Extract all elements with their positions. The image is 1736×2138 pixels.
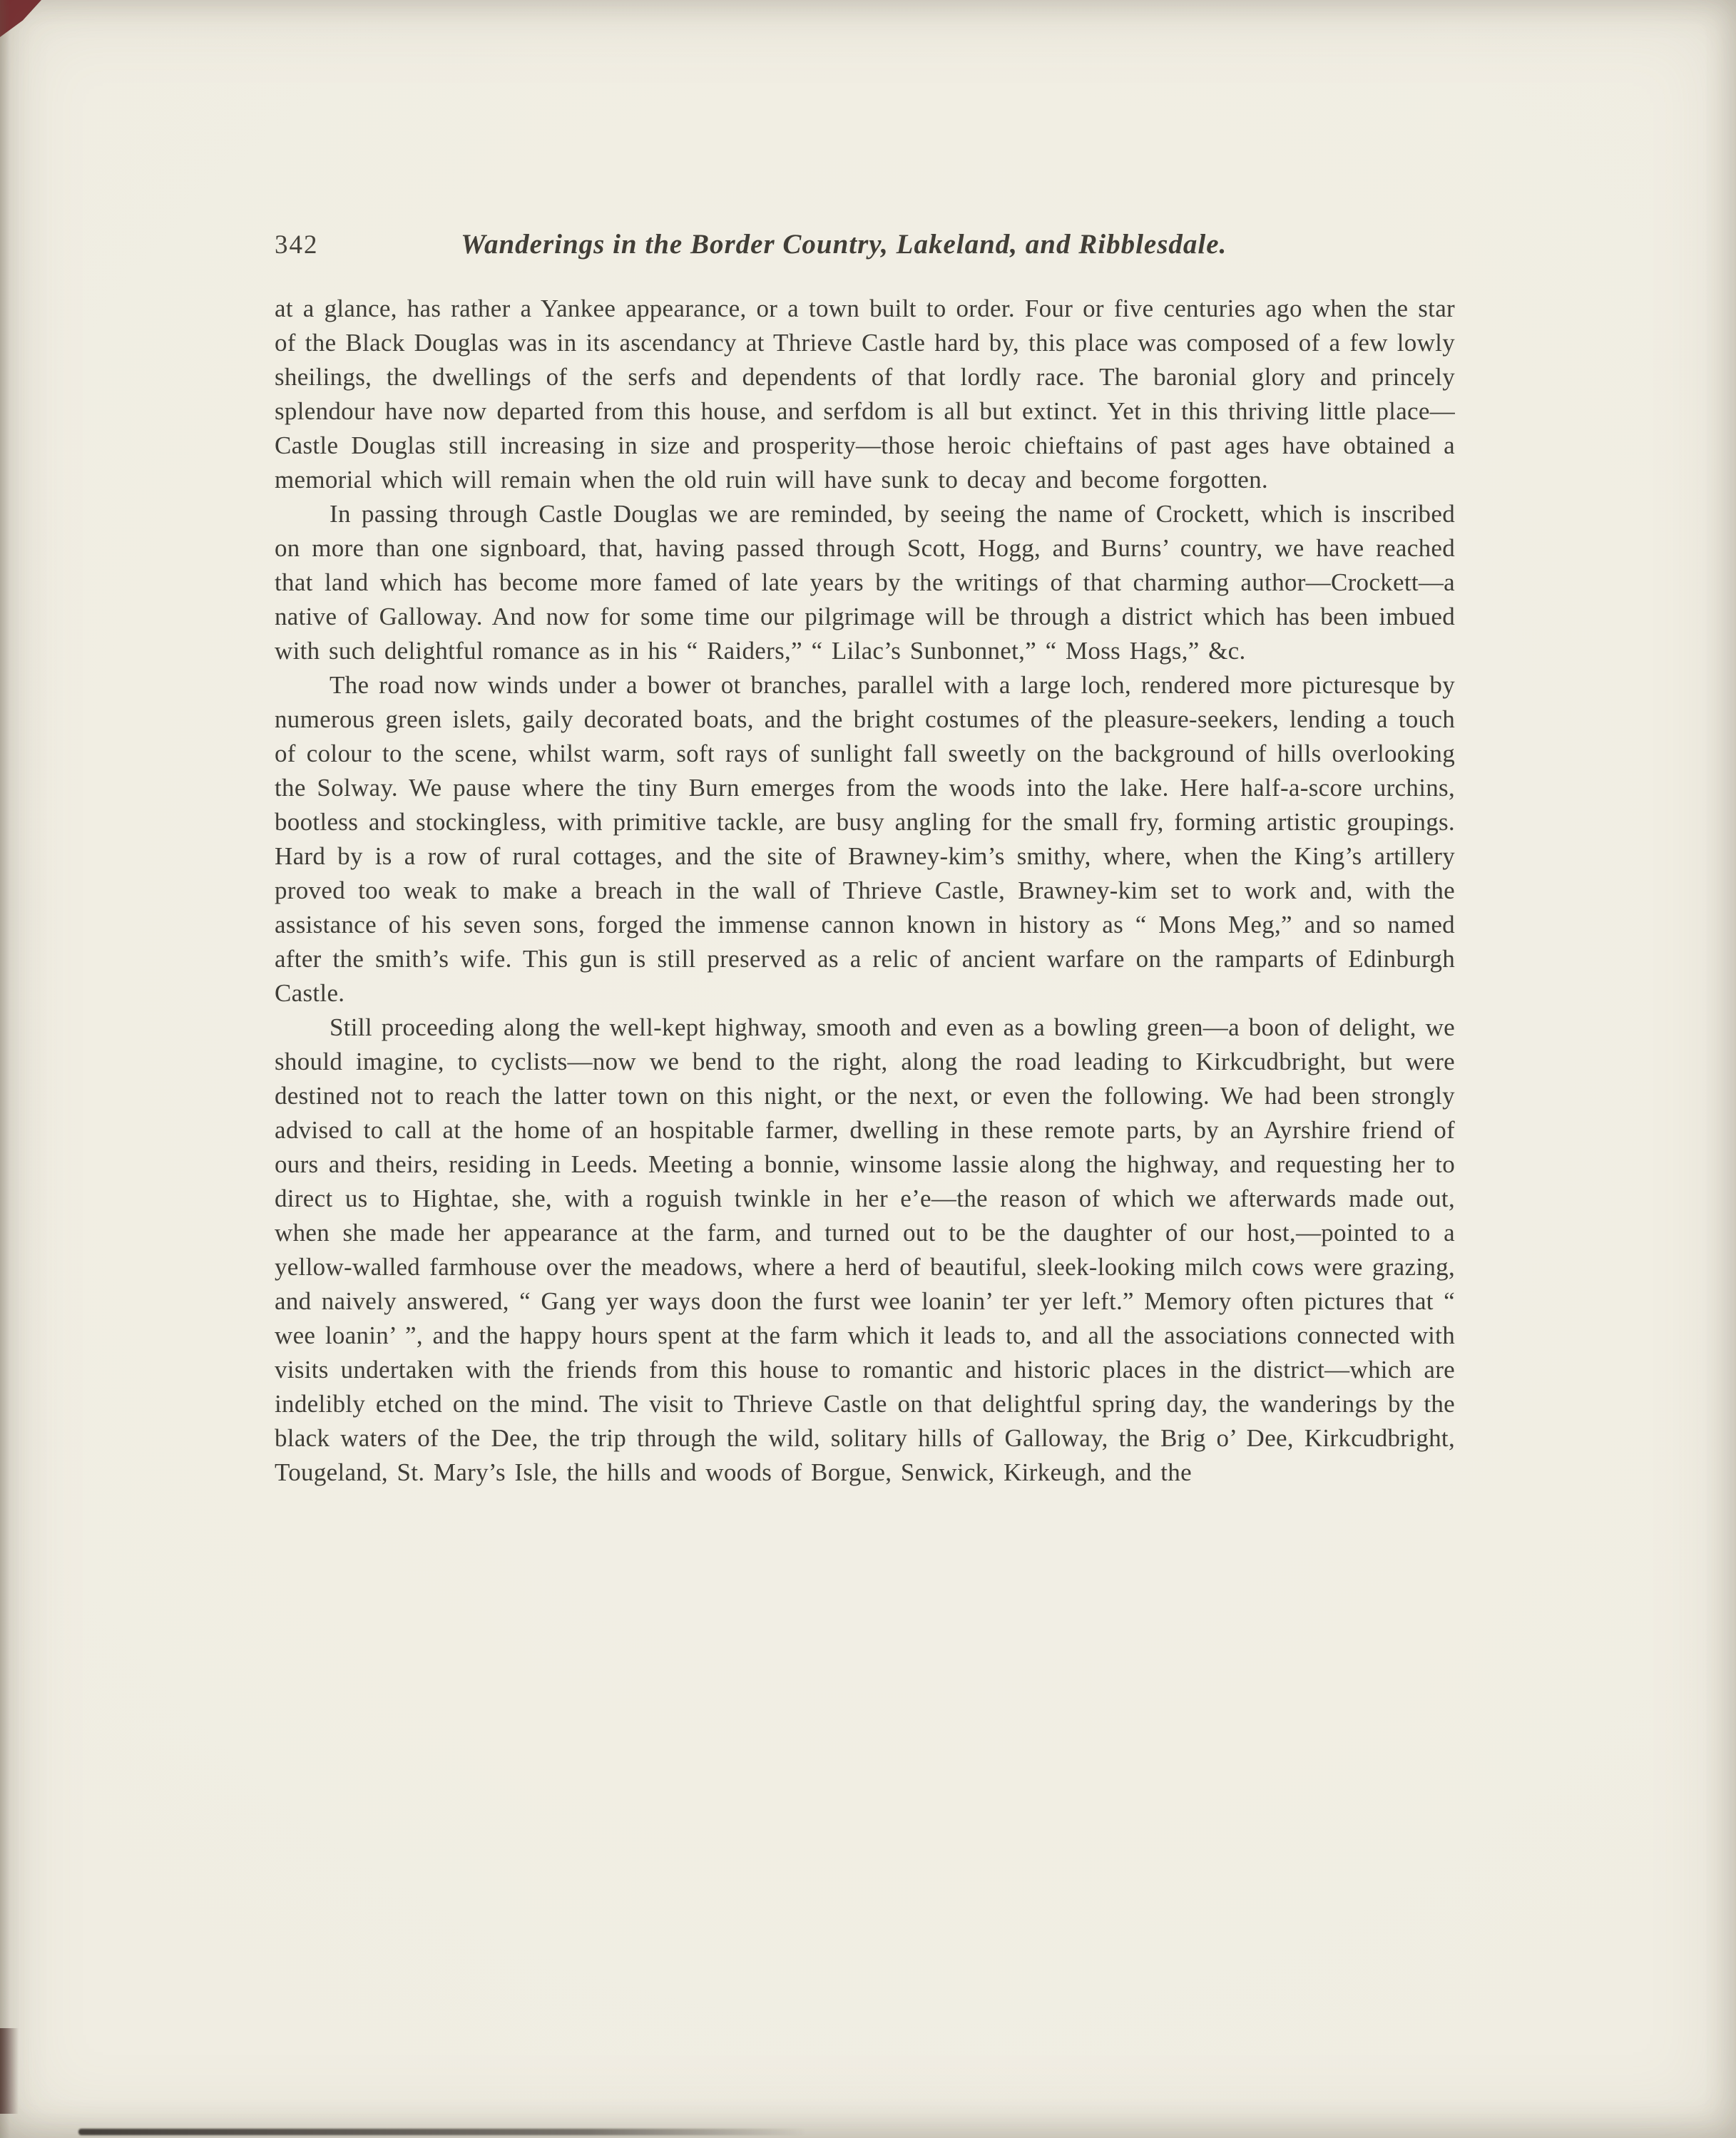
page-header [275, 228, 1455, 260]
printed-page-area [275, 228, 1455, 1490]
paragraph: Still proceeding along the well-kept highway, smooth and even as a bowling green—a boon of delight, we should imagine, to cyclists—now we bend to the right, along the road leading to Kirkcudbright, but were destined not to reach the latter town on this night, or the next, or even the following. We had been strongly advised to call at the home of an hospitable farmer, dwelling in these remote parts, by an Ayrshire friend of ours and theirs, residing in Leeds. Meeting a bonnie, winsome lassie along the highway, and requesting her to direct us to Hightae, she, with a roguish twinkle in her e’e—the reason of which we afterwards made out, when she made her appearance at the farm, and turned out to be the daughter of our host,—pointed to a yellow-walled farmhouse over the meadows, where a herd of beautiful, sleek-looking milch cows were grazing, and naively answered, “ Gang yer ways doon the furst wee loanin’ ter yer left.” Memory often pictures that “ wee loanin’ ”, and the happy hours spent at the farm which it leads to, and all the associations connected with visits undertaken with the friends from this house to romantic and historic places in the district—which are indelibly etched on the mind. The visit to Thrieve Castle on that delightful spring day, the wanderings by the black waters of the Dee, the trip through the wild, solitary hills of Galloway, the Brig o’ Dee, Kirkcudbright, Tougeland, St. Mary’s Isle, the hills and woods of Borgue, Senwick, Kirkeugh, and the [275, 1013, 1455, 1486]
paragraph: The road now winds under a bower ot branches, parallel with a large loch, rendered more picturesque by numerous green islets, gaily decorated boats, and the bright costumes of the pleasure-seekers, lending a touch of colour to the scene, whilst warm, soft rays of sunlight fall sweetly on the background of hills overlooking the Solway. We pause where the tiny Burn emerges from the woods into the lake. Here half-a-score urchins, bootless and stockingless, with primitive tackle, are busy angling for the small fry, forming artistic groupings. Hard by is a row of rural cottages, and the site of Brawney-kim’s smithy, where, when the King’s artillery proved too weak to make a breach in the wall of Thrieve Castle, Brawney-kim set to work and, with the assistance of his seven sons, forged the immense cannon known in history as “ Mons Meg,” and so named after the smith’s wife. This gun is still preserved as a relic of ancient warfare on the ramparts of Edinburgh Castle. [275, 671, 1455, 1007]
paragraph-continuation: at a glance, has rather a Yankee appearance, or a town built to order. Four or five centuries ago when the star of the Black Douglas was in its ascendancy at Thrieve Castle hard by, this place was composed of a few lowly sheilings, the dwellings of the serfs and dependents of that lordly race. The baronial glory and princely splendour have now departed from this house, and serfdom is all but extinct. Yet in this thriving little place—Castle Douglas still increasing in size and prosperity—those heroic chieftains of past ages have obtained a memorial which will remain when the old ruin will have sunk to decay and become forgotten. [275, 295, 1455, 493]
scan-edge-shadow-left [0, 0, 10, 2138]
paragraph: In passing through Castle Douglas we are reminded, by seeing the name of Crockett, which is inscribed on more than one signboard, that, having passed through Scott, Hogg, and Burns’ country, we have reached that land which has become more famed of late years by the writings of that charming author—Crockett—a native of Galloway. And now for some time our pilgrimage will be through a district which has been imbued with such delightful romance as in his “ Raiders,” “ Lilac’s Sunbonnet,” “ Moss Hags,” &c. [275, 500, 1455, 665]
page-number: 342 [275, 230, 319, 260]
running-head-title: Wanderings in the Border Country, Lakeland, and Ribblesdale. [461, 229, 1227, 260]
scan-edge-artifact-bottom [78, 2129, 806, 2135]
body-text [275, 292, 1455, 1490]
